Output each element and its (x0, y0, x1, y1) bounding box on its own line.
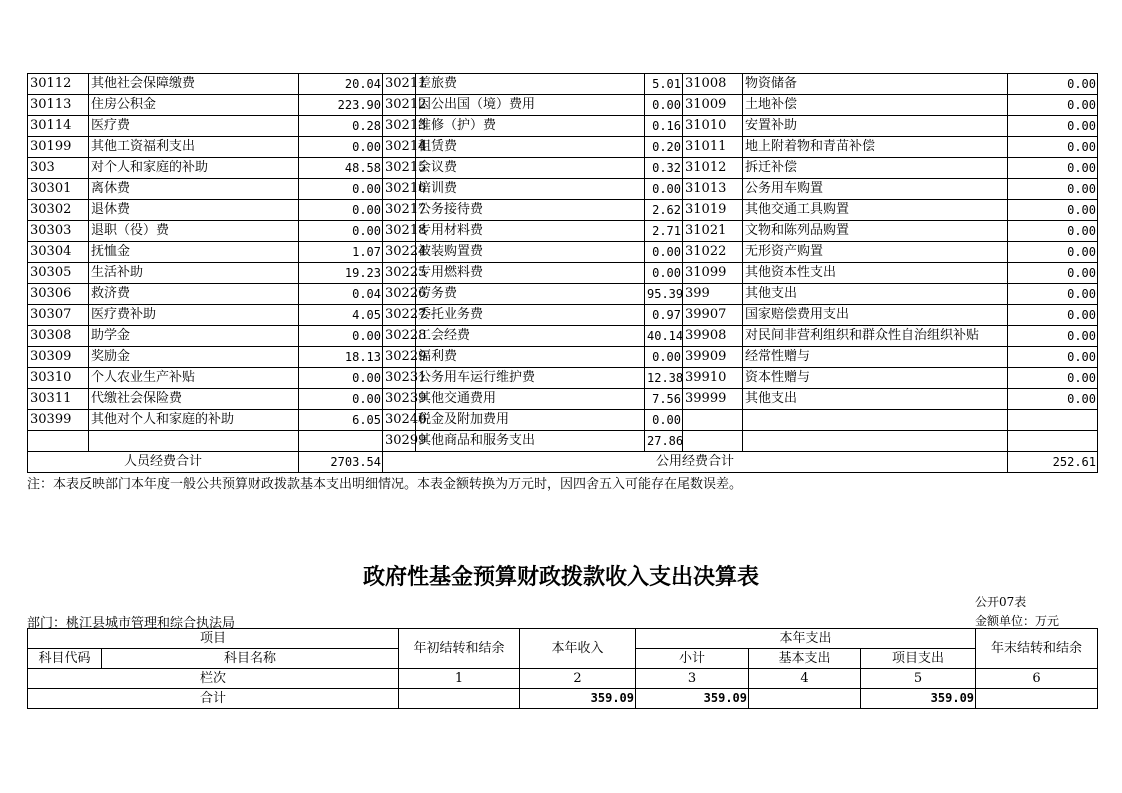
code-cell: 30224 (383, 242, 416, 263)
header-subtotal: 小计 (636, 649, 749, 669)
amount-cell: 2.71 (645, 221, 683, 242)
table-row (28, 368, 1098, 389)
amount-cell: 0.00 (645, 179, 683, 200)
code-cell: 30311 (28, 389, 89, 410)
amount-cell: 18.13 (299, 347, 383, 368)
public-total-value: 252.61 (1008, 452, 1098, 473)
table-row (28, 158, 1098, 179)
name-cell: 抚恤金 (89, 242, 299, 263)
name-cell: 医疗费 (89, 116, 299, 137)
table-row (28, 74, 1098, 95)
amount-cell: 0.00 (1008, 242, 1098, 263)
table-row (28, 179, 1098, 200)
amount-cell: 12.38 (645, 368, 683, 389)
amount-cell: 223.90 (299, 95, 383, 116)
amount-cell: 0.00 (1008, 221, 1098, 242)
amount-cell: 1.07 (299, 242, 383, 263)
name-cell: 专用材料费 (416, 221, 645, 242)
code-cell: 31013 (683, 179, 743, 200)
fund-total-project: 359.09 (861, 689, 976, 709)
name-cell: 其他支出 (743, 389, 1008, 410)
code-cell: 39907 (683, 305, 743, 326)
department-label: 部门：桃江县城市管理和综合执法局 (27, 616, 236, 631)
name-cell: 其他社会保障缴费 (89, 74, 299, 95)
table-row (28, 242, 1098, 263)
table-row (28, 431, 1098, 452)
name-cell: 生活补助 (89, 263, 299, 284)
amount-cell: 0.00 (645, 347, 683, 368)
fund-total-begin (399, 689, 520, 709)
code-cell (683, 431, 743, 452)
col-num: 4 (749, 669, 861, 689)
header-basic: 基本支出 (749, 649, 861, 669)
amount-cell: 0.00 (1008, 368, 1098, 389)
table-row (28, 389, 1098, 410)
name-cell (89, 431, 299, 452)
amount-cell (299, 431, 383, 452)
amount-cell: 6.05 (299, 410, 383, 431)
code-cell: 30240 (383, 410, 416, 431)
header-row-1 (28, 629, 1098, 649)
amount-cell: 0.00 (1008, 347, 1098, 368)
amount-cell: 0.00 (645, 410, 683, 431)
amount-cell (1008, 410, 1098, 431)
code-cell: 30212 (383, 95, 416, 116)
name-cell: 拆迁补偿 (743, 158, 1008, 179)
header-income: 本年收入 (520, 629, 636, 669)
total-row (28, 452, 1098, 473)
code-cell: 30113 (28, 95, 89, 116)
header-name: 科目名称 (102, 649, 399, 669)
col-num: 1 (399, 669, 520, 689)
table-row (28, 305, 1098, 326)
amount-cell: 0.00 (299, 200, 383, 221)
name-cell: 差旅费 (416, 74, 645, 95)
amount-cell: 0.28 (299, 116, 383, 137)
name-cell: 劳务费 (416, 284, 645, 305)
code-cell: 31010 (683, 116, 743, 137)
table-row (28, 116, 1098, 137)
name-cell: 其他对个人和家庭的补助 (89, 410, 299, 431)
code-cell (683, 410, 743, 431)
name-cell: 其他交通费用 (416, 389, 645, 410)
amount-cell: 40.14 (645, 326, 683, 347)
name-cell (743, 431, 1008, 452)
amount-cell: 0.00 (1008, 284, 1098, 305)
col-num: 2 (520, 669, 636, 689)
code-cell: 30306 (28, 284, 89, 305)
name-cell: 被装购置费 (416, 242, 645, 263)
amount-cell: 0.00 (299, 179, 383, 200)
header-begin-balance: 年初结转和结余 (399, 629, 520, 669)
header-project: 项目支出 (861, 649, 976, 669)
code-cell (28, 431, 89, 452)
name-cell: 其他商品和服务支出 (416, 431, 645, 452)
fund-budget-table (27, 628, 1098, 709)
name-cell: 公务用车购置 (743, 179, 1008, 200)
code-cell: 30211 (383, 74, 416, 95)
name-cell: 个人农业生产补贴 (89, 368, 299, 389)
name-cell: 代缴社会保险费 (89, 389, 299, 410)
code-cell: 31021 (683, 221, 743, 242)
name-cell: 其他工资福利支出 (89, 137, 299, 158)
table-row (28, 263, 1098, 284)
code-cell: 31022 (683, 242, 743, 263)
code-cell: 30225 (383, 263, 416, 284)
code-cell: 30399 (28, 410, 89, 431)
table-row (28, 221, 1098, 242)
code-cell: 30303 (28, 221, 89, 242)
amount-cell: 27.86 (645, 431, 683, 452)
table-row (28, 347, 1098, 368)
lanci-label: 栏次 (28, 669, 399, 689)
name-cell: 福利费 (416, 347, 645, 368)
name-cell: 工会经费 (416, 326, 645, 347)
code-cell: 30213 (383, 116, 416, 137)
name-cell: 土地补偿 (743, 95, 1008, 116)
code-cell: 30239 (383, 389, 416, 410)
amount-cell: 0.00 (299, 326, 383, 347)
name-cell: 离休费 (89, 179, 299, 200)
amount-cell: 0.00 (299, 368, 383, 389)
fund-total-subtotal: 359.09 (636, 689, 749, 709)
column-number-row (28, 669, 1098, 689)
amount-cell: 5.01 (645, 74, 683, 95)
col-num: 5 (861, 669, 976, 689)
name-cell: 公务用车运行维护费 (416, 368, 645, 389)
name-cell: 资本性赠与 (743, 368, 1008, 389)
code-cell: 30309 (28, 347, 89, 368)
fund-total-end (976, 689, 1098, 709)
amount-cell: 4.05 (299, 305, 383, 326)
name-cell: 奖励金 (89, 347, 299, 368)
code-cell: 30215 (383, 158, 416, 179)
code-cell: 30216 (383, 179, 416, 200)
code-cell: 30227 (383, 305, 416, 326)
page-title: 政府性基金预算财政拨款收入支出决算表 (362, 565, 759, 590)
amount-cell: 0.00 (1008, 95, 1098, 116)
amount-cell: 0.00 (299, 389, 383, 410)
code-cell: 39909 (683, 347, 743, 368)
name-cell: 对民间非营利组织和群众性自治组织补贴 (743, 326, 1008, 347)
name-cell: 公务接待费 (416, 200, 645, 221)
table-row (28, 284, 1098, 305)
code-cell: 30231 (383, 368, 416, 389)
amount-cell: 0.00 (645, 242, 683, 263)
name-cell: 地上附着物和青苗补偿 (743, 137, 1008, 158)
amount-cell: 95.39 (645, 284, 683, 305)
amount-cell: 0.00 (1008, 116, 1098, 137)
table-row (28, 410, 1098, 431)
name-cell: 培训费 (416, 179, 645, 200)
amount-cell: 0.00 (1008, 263, 1098, 284)
table-row (28, 137, 1098, 158)
name-cell: 其他支出 (743, 284, 1008, 305)
name-cell: 退职（役）费 (89, 221, 299, 242)
code-cell: 30217 (383, 200, 416, 221)
name-cell: 物资储备 (743, 74, 1008, 95)
amount-cell (1008, 431, 1098, 452)
fund-total-income: 359.09 (520, 689, 636, 709)
amount-cell: 0.97 (645, 305, 683, 326)
personnel-total-value: 2703.54 (299, 452, 383, 473)
code-cell: 30114 (28, 116, 89, 137)
name-cell: 经常性赠与 (743, 347, 1008, 368)
basic-expense-rows (28, 74, 1098, 452)
code-cell: 30218 (383, 221, 416, 242)
table-note: 注：本表反映部门本年度一般公共预算财政拨款基本支出明细情况。本表金额转换为万元时，因四舍五入可能存在尾数误差。 (27, 477, 743, 492)
code-cell: 39910 (683, 368, 743, 389)
name-cell: 文物和陈列品购置 (743, 221, 1008, 242)
code-cell: 30299 (383, 431, 416, 452)
amount-cell: 0.00 (299, 221, 383, 242)
code-cell: 31099 (683, 263, 743, 284)
code-cell: 31012 (683, 158, 743, 179)
code-cell: 30214 (383, 137, 416, 158)
name-cell: 对个人和家庭的补助 (89, 158, 299, 179)
name-cell: 税金及附加费用 (416, 410, 645, 431)
code-cell: 30302 (28, 200, 89, 221)
amount-cell: 0.20 (645, 137, 683, 158)
code-cell: 30301 (28, 179, 89, 200)
amount-cell: 0.00 (1008, 158, 1098, 179)
name-cell: 因公出国（境）费用 (416, 95, 645, 116)
fund-total-label: 合计 (28, 689, 399, 709)
amount-cell: 0.00 (1008, 326, 1098, 347)
code-cell: 30307 (28, 305, 89, 326)
name-cell: 无形资产购置 (743, 242, 1008, 263)
code-cell: 399 (683, 284, 743, 305)
personnel-total-label: 人员经费合计 (28, 452, 299, 473)
code-cell: 30310 (28, 368, 89, 389)
name-cell: 退休费 (89, 200, 299, 221)
header-expense: 本年支出 (636, 629, 976, 649)
table-row (28, 95, 1098, 116)
table-number: 公开07表 (975, 595, 1027, 609)
code-cell: 30229 (383, 347, 416, 368)
amount-cell: 0.00 (645, 263, 683, 284)
name-cell: 委托业务费 (416, 305, 645, 326)
table-row (28, 326, 1098, 347)
code-cell: 31008 (683, 74, 743, 95)
code-cell: 303 (28, 158, 89, 179)
code-cell: 39908 (683, 326, 743, 347)
code-cell: 30304 (28, 242, 89, 263)
amount-cell: 0.04 (299, 284, 383, 305)
code-cell: 31019 (683, 200, 743, 221)
name-cell: 救济费 (89, 284, 299, 305)
fund-total-basic (749, 689, 861, 709)
amount-unit: 金额单位：万元 (975, 614, 1060, 628)
code-cell: 30199 (28, 137, 89, 158)
amount-cell: 0.00 (1008, 200, 1098, 221)
amount-cell: 0.00 (1008, 179, 1098, 200)
name-cell: 租赁费 (416, 137, 645, 158)
basic-expense-table (27, 73, 1098, 473)
code-cell: 30226 (383, 284, 416, 305)
name-cell: 医疗费补助 (89, 305, 299, 326)
name-cell: 住房公积金 (89, 95, 299, 116)
name-cell: 会议费 (416, 158, 645, 179)
amount-cell: 7.56 (645, 389, 683, 410)
code-cell: 30305 (28, 263, 89, 284)
code-cell: 30228 (383, 326, 416, 347)
name-cell (743, 410, 1008, 431)
amount-cell: 19.23 (299, 263, 383, 284)
amount-cell: 20.04 (299, 74, 383, 95)
code-cell: 30308 (28, 326, 89, 347)
header-end-balance: 年末结转和结余 (976, 629, 1098, 669)
header-item: 项目 (28, 629, 399, 649)
amount-cell: 0.00 (1008, 74, 1098, 95)
amount-cell: 48.58 (299, 158, 383, 179)
name-cell: 其他交通工具购置 (743, 200, 1008, 221)
header-code: 科目代码 (28, 649, 102, 669)
public-total-label: 公用经费合计 (383, 452, 1008, 473)
name-cell: 国家赔偿费用支出 (743, 305, 1008, 326)
code-cell: 31009 (683, 95, 743, 116)
amount-cell: 0.16 (645, 116, 683, 137)
col-num: 3 (636, 669, 749, 689)
table-row (28, 200, 1098, 221)
code-cell: 39999 (683, 389, 743, 410)
name-cell: 安置补助 (743, 116, 1008, 137)
name-cell: 助学金 (89, 326, 299, 347)
code-cell: 30112 (28, 74, 89, 95)
amount-cell: 0.00 (299, 137, 383, 158)
col-num: 6 (976, 669, 1098, 689)
name-cell: 维修（护）费 (416, 116, 645, 137)
amount-cell: 0.00 (1008, 305, 1098, 326)
name-cell: 专用燃料费 (416, 263, 645, 284)
amount-cell: 2.62 (645, 200, 683, 221)
amount-cell: 0.00 (645, 95, 683, 116)
amount-cell: 0.00 (1008, 137, 1098, 158)
amount-cell: 0.00 (1008, 389, 1098, 410)
code-cell: 31011 (683, 137, 743, 158)
amount-cell: 0.32 (645, 158, 683, 179)
name-cell: 其他资本性支出 (743, 263, 1008, 284)
fund-total-row (28, 689, 1098, 709)
